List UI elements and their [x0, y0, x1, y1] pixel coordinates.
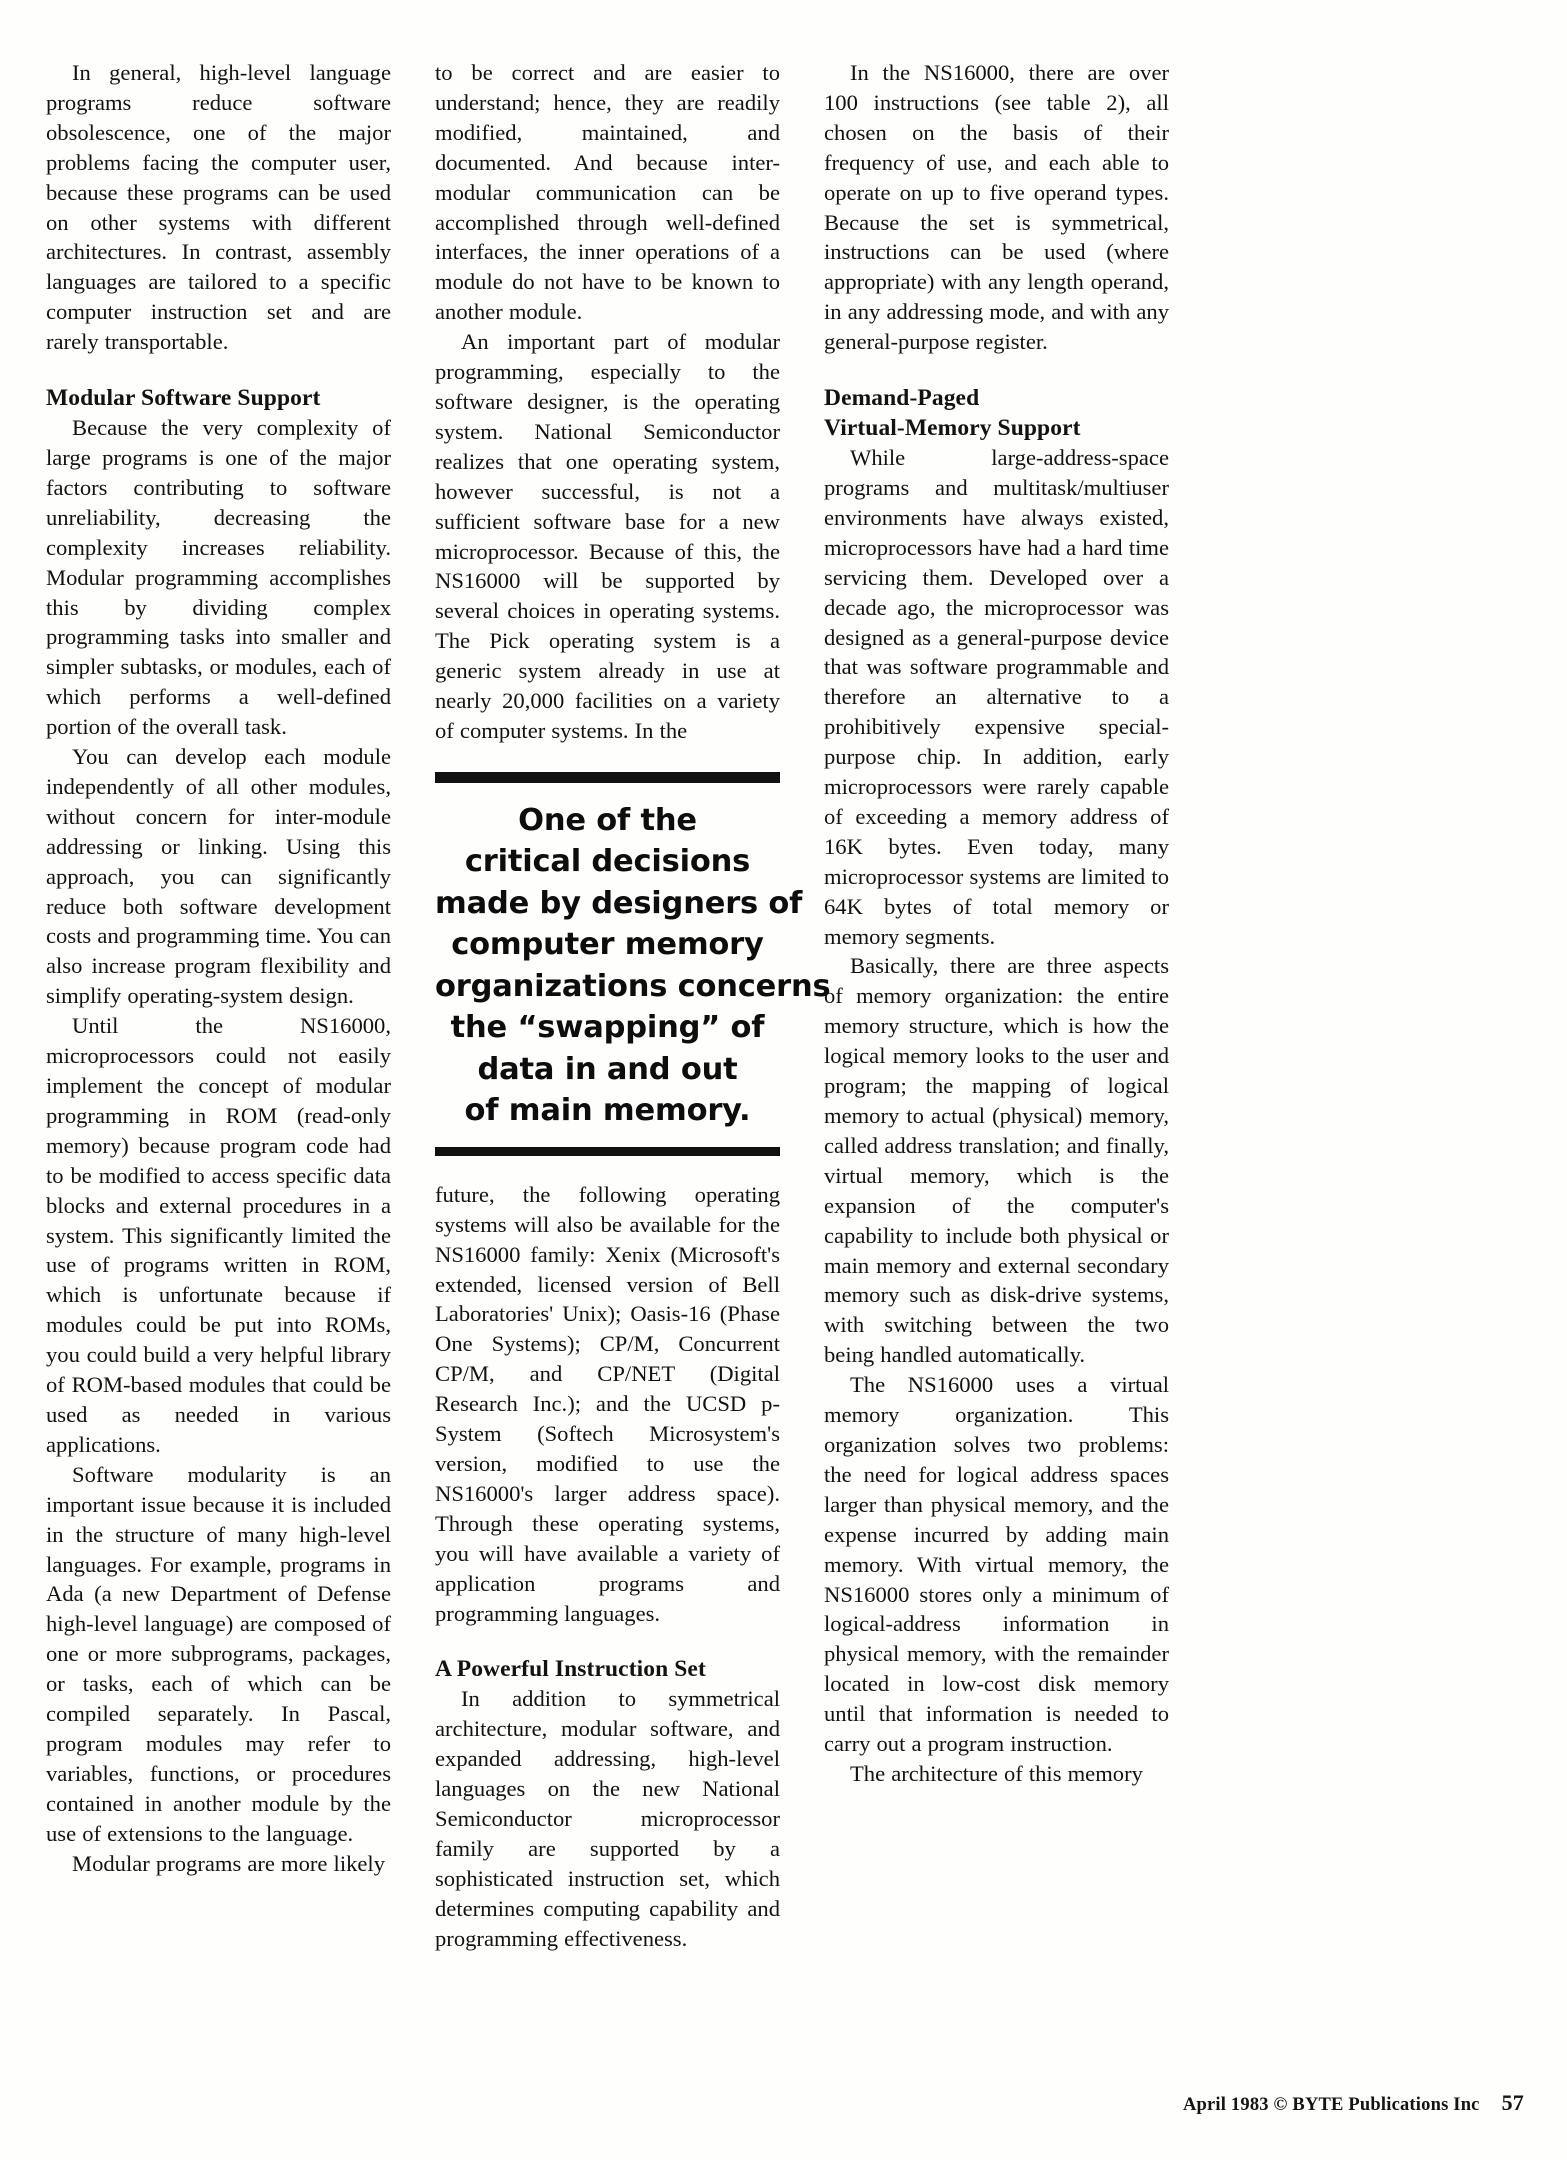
pull-quote-line: of main memory.	[464, 1093, 751, 1129]
footer-credit: April 1983 © BYTE Publications Inc	[1182, 2095, 1480, 2115]
pull-quote-line: data in and out	[477, 1051, 738, 1087]
pull-quote	[435, 772, 831, 1156]
paragraph: Because the very complexity of large programs is one of the major factors contributing to software unreliability, decreasing the complexity increases reliability. Modular programming accomplishes this by dividing complex programming tasks into smaller and simpler subtasks, or modules, each of which performs a well-defined portion of the overall task.	[46, 415, 391, 740]
pull-quote-rule-top	[435, 772, 780, 783]
page-footer	[46, 2090, 1524, 2116]
column-left	[46, 58, 391, 2048]
paragraph: The architecture of this memory	[850, 1760, 1143, 1786]
pull-quote-line: One of the	[518, 802, 697, 838]
pull-quote-line: organizations concerns	[435, 968, 831, 1004]
paragraph: In addition to symmetrical architecture, modular software, and expanded addressing, high-level languages on the new National Semiconductor microprocessor family are supported by a sophisticated instruction set, which determines computing capability and programming effectiveness.	[435, 1686, 780, 1951]
heading-line: Demand-Paged	[824, 385, 980, 412]
paragraph: future, the following operating systems will also be available for the NS16000 family: Xenix (Microsoft's extended, licensed version of Bell Laboratories' Unix); Oasis-16 (Phase One Systems); CP/M, Concurrent CP/M, and CP/NET (Digital Research Inc.); and the UCSD p-System (Softech Microsystem's version, modified to use the NS16000's larger address space). Through these operating systems, you will have available a variety of application programs and programming languages.	[435, 1181, 780, 1626]
pull-quote-rule-bottom	[435, 1147, 780, 1156]
paragraph: The NS16000 uses a virtual memory organization. This organization solves two problems: the need for logical address spaces larger than physical memory, and the expense incurred by adding main memory. With virtual memory, the NS16000 stores only a minimum of logical-address information in physical memory, with the remainder located in low-cost disk memory until that information is needed to carry out a program instruction.	[824, 1372, 1169, 1757]
three-column-layout	[46, 58, 1524, 2048]
column-middle	[435, 58, 831, 2048]
heading-line: Virtual-Memory Support	[824, 415, 1081, 442]
paragraph: to be correct and are easier to understand; hence, they are readily modified, maintained, and documented. And because inter-modular communication can be accomplished through well-defined interfaces, the inner operations of a module do not have to be known to another module.	[435, 60, 780, 325]
pull-quote-line: made by designers of	[435, 885, 803, 921]
paragraph: Software modularity is an important issue because it is included in the structure of many high-level languages. For example, programs in Ada (a new Department of Defense high-level language) are composed of one or more subprograms, packages, or tasks, each of which can be compiled separately. In Pascal, program modules may refer to variables, functions, or procedures contained in another module by the use of extensions to the language.	[46, 1461, 391, 1846]
pull-quote-text	[435, 783, 831, 1147]
page-number: 57	[1501, 2090, 1524, 2115]
section-heading-modular-software-support: Modular Software Support	[46, 385, 321, 412]
pull-quote-line: critical decisions	[464, 844, 751, 880]
paragraph: An important part of modular programming, especially to the software designer, is the operating system. National Semiconductor realizes that one operating system, however successful, is not a sufficient software base for a new microprocessor. Because of this, the NS16000 will be supported by several choices in operating systems. The Pick operating system is a generic system already in use at nearly 20,000 facilities on a variety of computer systems. In the	[435, 329, 780, 743]
paragraph: In the NS16000, there are over 100 instructions (see table 2), all chosen on the basis of their frequency of use, and each able to operate on up to five operand types. Because the set is symmetrical, instructions can be used (where appropriate) with any length operand, in any addressing mode, and with any general-purpose register.	[824, 60, 1169, 355]
pull-quote-line: computer memory	[451, 927, 764, 963]
paragraph: Until the NS16000, microprocessors could not easily implement the concept of modular programming in ROM (read-only memory) because program code had to be modified to access specific data blocks and external procedures in a system. This significantly limited the use of programs written in ROM, which is unfortunate because if modules could be put into ROMs, you could build a very helpful library of ROM-based modules that could be used as needed in various applications.	[46, 1013, 391, 1457]
column-right	[824, 58, 1169, 2048]
paragraph: Basically, there are three aspects of memory organization: the entire memory structure, which is how the logical memory looks to the user and program; the mapping of logical memory to actual (physical) memory, called address translation; and finally, virtual memory, which is the expansion of the computer's capability to include both physical or main memory and external secondary memory such as disk-drive systems, with switching between the two being handled automatically.	[824, 953, 1169, 1368]
pull-quote-line: the “swapping” of	[450, 1010, 765, 1046]
paragraph: Modular programs are more likely	[72, 1850, 386, 1876]
paragraph: In general, high-level language programs reduce software obsolescence, one of the major problems facing the computer user, because these programs can be used on other systems with different architectures. In contrast, assembly languages are tailored to a specific computer instruction set and are rarely transportable.	[46, 60, 391, 355]
paragraph: While large-address-space programs and multitask/multiuser environments have always existed, microprocessors have had a hard time servicing them. Developed over a decade ago, the microprocessor was designed as a general-purpose device that was software programmable and therefore an alternative to a prohibitively expensive special-purpose chip. In addition, early microprocessors were rarely capable of exceeding a memory address of 16K bytes. Even today, many microprocessor systems are limited to 64K bytes of total memory or memory segments.	[824, 445, 1169, 949]
section-heading-demand-paged	[824, 383, 1169, 443]
section-heading-a-powerful-instruction-set: A Powerful Instruction Set	[435, 1656, 706, 1683]
paragraph: You can develop each module independently of all other modules, without concern for inter-module addressing or linking. Using this approach, you can significantly reduce both software development costs and programming time. You can also increase program flexibility and simplify operating-system design.	[46, 744, 391, 1009]
